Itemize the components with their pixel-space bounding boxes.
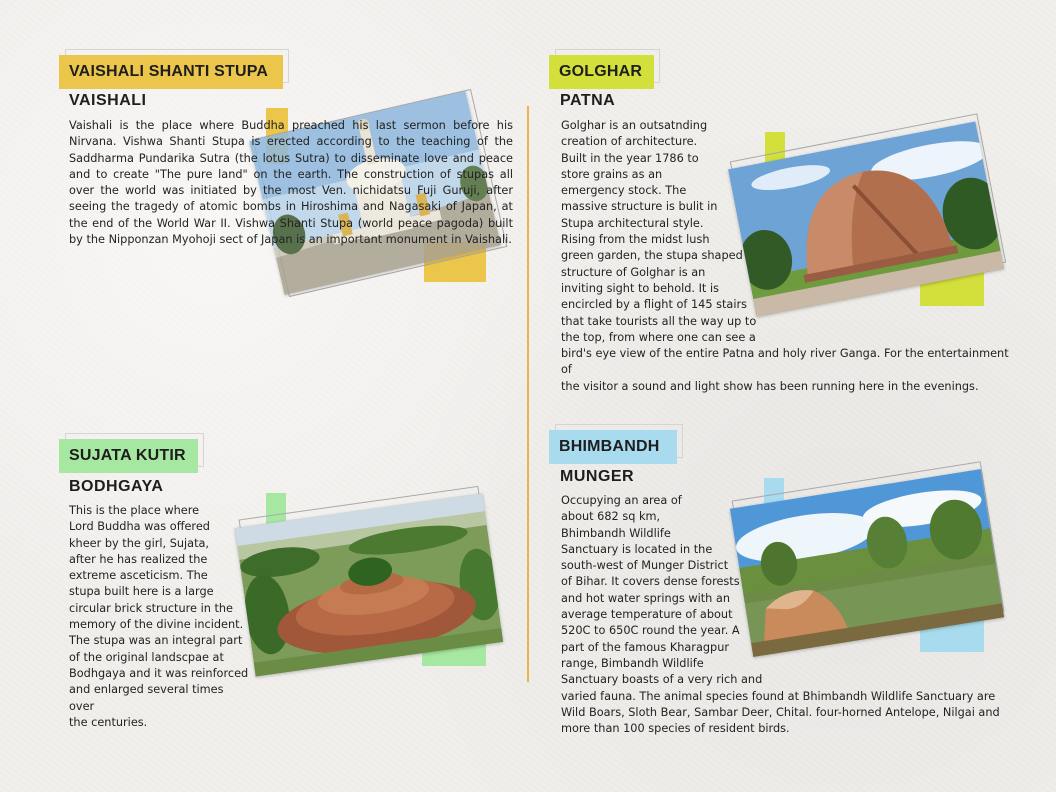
text-line: green garden, the stupa shaped [561, 249, 743, 263]
text-line: Sanctuary is located in the [561, 542, 713, 556]
bhimbandh-place: MUNGER [560, 468, 635, 485]
vaishali-place: VAISHALI [69, 92, 147, 109]
text-line: Sanctuary boasts of a very rich and [561, 673, 763, 687]
text-line: and enlarged several times over [69, 683, 224, 713]
text-line: massive structure is bulit in [561, 200, 718, 214]
text-line: The stupa was an integral part [69, 634, 243, 648]
text-line: part of the famous Kharagpur [561, 640, 730, 654]
text-line: Golghar is an outsatnding [561, 119, 708, 132]
text-line: after he has realized the [69, 552, 208, 566]
text-line: more than 100 species of resident birds. [561, 722, 790, 736]
text-line: Lord Buddha was offered [69, 520, 210, 534]
text-line: of Bihar. It covers dense forests [561, 575, 740, 589]
text-line: average temperature of about [561, 608, 733, 622]
text-line: store grains as an [561, 167, 663, 181]
center-divider [527, 106, 529, 682]
text-line: Occupying an area of [561, 494, 682, 507]
text-line: This is the place where [69, 504, 200, 517]
text-line: Built in the year 1786 to [561, 151, 699, 165]
text-line: stupa built here is a large [69, 585, 214, 599]
text-line: of the original landscpae at [69, 650, 224, 664]
text-line: the visitor a sound and light show has been running here in the evenings. [561, 379, 979, 393]
text-line: emergency stock. The [561, 184, 687, 198]
text-line: circular brick structure in the [69, 601, 233, 615]
text-line: structure of Golghar is an [561, 265, 706, 279]
text-line: memory of the divine incident. [69, 618, 244, 632]
bhimbandh-title-tag [549, 430, 677, 464]
vaishali-description: Vaishali is the place where Buddha preached his last sermon before his Nirvana. Vishwa Shanti Stupa is erected according to the teaching of the Saddharma Pundarika Sutra (the lotus Sutra) to disseminate love and peace and to create "The pure land" on the earth. The construction of stupas all over the world was initiated by the most Ven. nichidatsu Fuji Guruji, after seeing the tragedy of atomic bombs in Hiroshima and Nagasaki of Japan, at the end of the World War II. Vishwa Shanti Stupa (world peace pagoda) built by the Nipponzan Myohoji sect of Japan is an important monument in Vaishali. [69, 119, 513, 247]
text-line: Stupa architectural style. [561, 216, 704, 230]
text-line: about 682 sq km, [561, 510, 661, 524]
text-line: and hot water springs with an [561, 591, 731, 605]
text-line: Bhimbandh Wildlife [561, 526, 671, 540]
text-line: the centuries. [69, 715, 148, 729]
sujata-place: BODHGAYA [69, 478, 164, 495]
text-line: south-west of Munger District [561, 559, 729, 573]
text-line: encircled by a flight of 145 stairs [561, 298, 748, 312]
bhimbandh-description [561, 493, 1021, 737]
text-line: varied fauna. The animal species found at Bhimbandh Wildlife Sanctuary are [561, 689, 996, 703]
text-line: creation of architecture. [561, 135, 698, 149]
text-line: the top, from where one can see a [561, 330, 756, 344]
sujata-title: SUJATA KUTIR [69, 447, 186, 464]
text-line: Bodhgaya and it was reinforced [69, 666, 249, 680]
sujata-photo-group [236, 488, 506, 680]
text-line: inviting sight to behold. It is [561, 281, 719, 295]
vaishali-title-tag [59, 55, 283, 89]
sujata-title-tag [59, 439, 198, 473]
vaishali-title: VAISHALI SHANTI STUPA [69, 63, 269, 80]
golghar-title-tag [549, 55, 654, 89]
sujata-description [69, 503, 249, 731]
text-line: 520C to 650C round the year. A [561, 624, 740, 638]
golghar-place: PATNA [560, 92, 616, 109]
text-line: kheer by the girl, Sujata, [69, 536, 210, 550]
golghar-title: GOLGHAR [559, 63, 643, 80]
bhimbandh-title: BHIMBANDH [559, 438, 660, 455]
text-line: extreme asceticism. The [69, 569, 208, 583]
text-line: range, Bimbandh Wildlife [561, 656, 704, 670]
text-line: Wild Boars, Sloth Bear, Sambar Deer, Chital. four-horned Antelope, Nilgai and [561, 705, 1000, 719]
text-line: Rising from the midst lush [561, 233, 710, 247]
golghar-description [561, 118, 1021, 395]
text-line: bird's eye view of the entire Patna and holy river Ganga. For the entertainment of [561, 347, 1009, 377]
text-line: that take tourists all the way up to [561, 314, 757, 328]
